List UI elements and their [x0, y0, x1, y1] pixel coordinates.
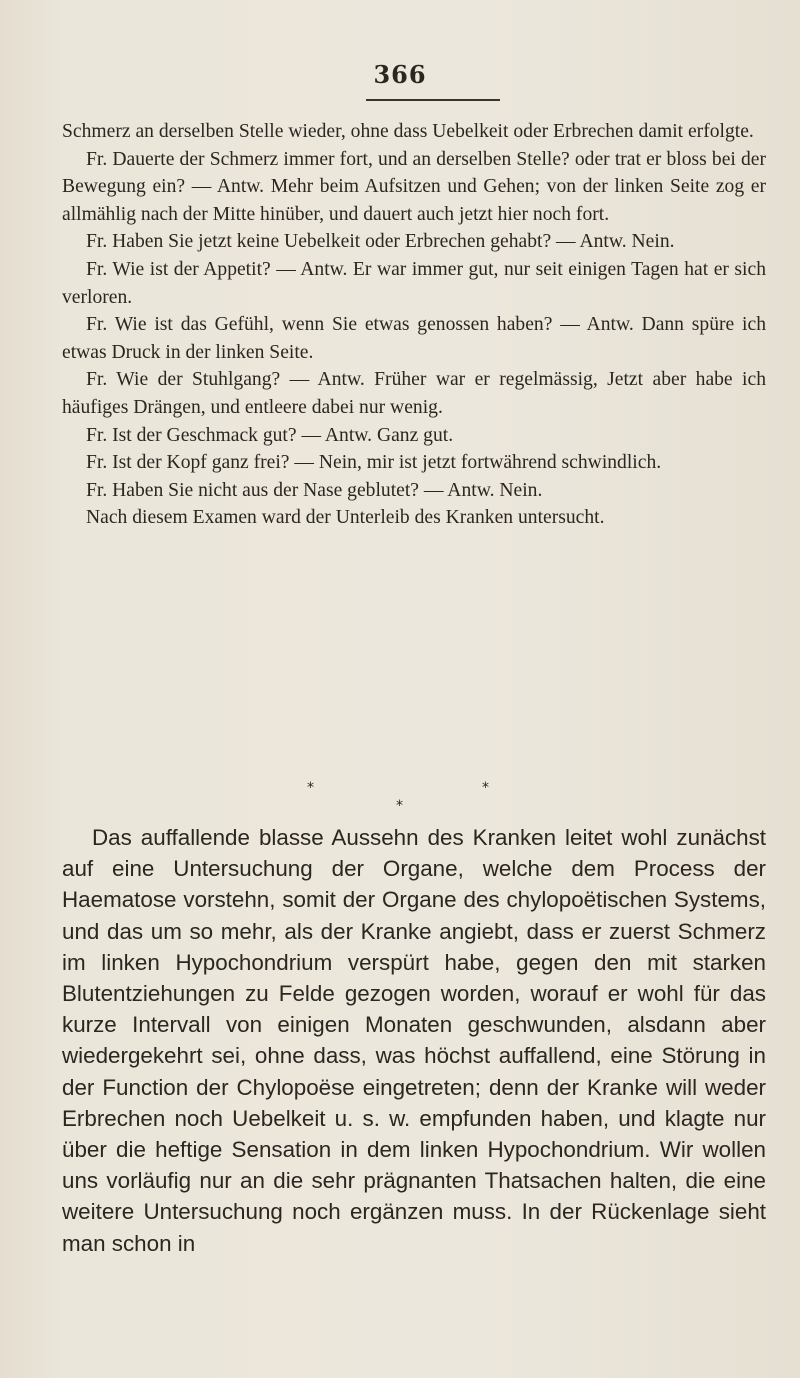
- dialogue-paragraph: Fr. Ist der Geschmack gut? — Antw. Ganz gut.: [86, 424, 454, 446]
- separator-star-center: *: [396, 798, 403, 814]
- dialogue-paragraph: Fr. Ist der Kopf ganz frei? — Nein, mir ist jetzt fortwährend schwindlich.: [86, 452, 662, 474]
- dialogue-paragraph: Fr. Wie ist das Gefühl, wenn Sie etwas genossen haben? — Antw. Dann spüre ich etwas Druck in der linken Seite.: [62, 314, 766, 363]
- commentary-paragraph: Das auffallende blasse Aussehn des Kranken leitet wohl zunächst auf eine Untersuchung der Organe, welche dem Process der Haematose vorstehn, somit der Organe des chylopoëtischen Systems, und das um so mehr, als der Kranke angiebt, dass er zuerst Schmerz im linken Hypochondrium verspürt habe, gegen den mit starken Blutentziehungen zu Felde gezogen worden, worauf er wohl für das kurze Intervall von einigen Monaten geschwunden, alsdann aber wiedergekehrt sei, ohne dass, was höchst auffallend, eine Störung in der Function der Chylopoëse eingetreten; denn der Kranke will weder Erbrechen noch Uebelkeit u. s. w. empfunden haben, und klagte nur über die heftige Sensation in dem linken Hypochondrium. Wir wollen uns vorläufig nur an die sehr prägnanten Thatsachen halten, die eine weitere Untersuchung noch ergänzen muss. In der Rückenlage sieht man schon in: [62, 825, 766, 1256]
- dialogue-paragraph: Fr. Wie ist der Appetit? — Antw. Er war immer gut, nur seit einigen Tagen hat er sich verloren.: [62, 258, 766, 308]
- dialogue-paragraph: Nach diesem Examen ward der Unterleib des Kranken untersucht.: [86, 507, 605, 529]
- page-number: 366: [373, 60, 427, 89]
- commentary-section: [62, 822, 766, 1259]
- section-separator: [0, 780, 800, 820]
- header-rule: [366, 99, 500, 101]
- dialogue-section: [62, 118, 766, 532]
- dialogue-paragraph: Fr. Dauerte der Schmerz immer fort, und an derselben Stelle? oder trat er bloss bei der Bewegung ein? — Antw. Mehr beim Aufsitzen und Gehen; von der linken Seite zog er allmählig nach der Mitte hinüber, und dauert auch jetzt hier noch fort.: [62, 148, 766, 225]
- dialogue-paragraph: Fr. Wie der Stuhlgang? — Antw. Früher war er regelmässig, Jetzt aber habe ich häufiges Drängen, und entleere dabei nur wenig.: [62, 369, 766, 418]
- separator-star-right: *: [482, 780, 489, 796]
- dialogue-paragraph: Fr. Haben Sie jetzt keine Uebelkeit oder Erbrechen gehabt? — Antw. Nein.: [86, 231, 675, 253]
- dialogue-paragraph: Fr. Haben Sie nicht aus der Nase geblutet? — Antw. Nein.: [86, 479, 543, 501]
- dialogue-paragraph: Schmerz an derselben Stelle wieder, ohne dass Uebelkeit oder Erbrechen damit erfolgte.: [62, 121, 754, 142]
- separator-star-left: *: [307, 780, 314, 796]
